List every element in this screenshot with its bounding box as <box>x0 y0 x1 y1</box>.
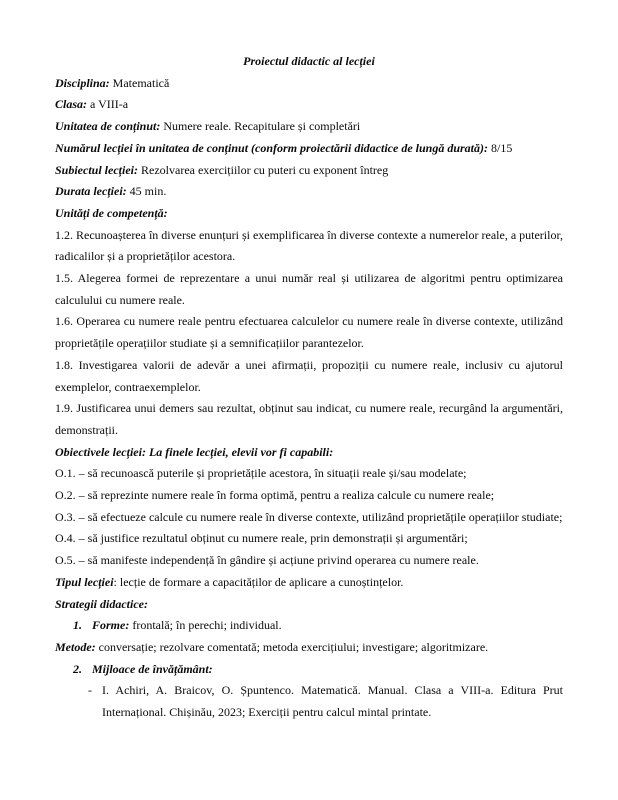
field-clasa <box>55 94 563 116</box>
list-number: 1. <box>73 618 82 633</box>
strategii-metode <box>55 637 563 659</box>
field-value: Rezolvarea exercițiilor cu puteri cu exponent întreg <box>141 162 389 177</box>
field-value: 45 min. <box>129 184 167 199</box>
field-subiectul <box>55 160 563 182</box>
bullet-marker: - <box>88 683 92 698</box>
field-durata <box>55 181 563 203</box>
field-value: 8/15 <box>491 140 513 155</box>
tipul-value: : lecție de formare a capacităților de aplicare a cunoștințelor. <box>113 574 404 589</box>
field-label: Disciplina: <box>55 75 110 90</box>
field-label: Unitatea de conținut: <box>55 119 161 134</box>
mijloace-bullet-item <box>55 680 563 723</box>
mijloace-label: Mijloace de învățământ: <box>92 661 213 676</box>
bullet-text: I. Achiri, A. Braicov, O. Șpuntenco. Matematică. Manual. Clasa a VIII-a. Editura Prut Internațional. Chișinău, 2023; Exerciții pentru calcul mintal printate. <box>102 683 563 720</box>
objective-item-o3: O.3. – să efectueze calcule cu numere reale în diverse contexte, utilizând proprietățile operațiilor studiate; <box>55 509 563 524</box>
obiective-heading: Obiectivele lecției: La finele lecției, elevii vor fi capabili: <box>55 444 334 459</box>
field-label: Durata lecției: <box>55 184 127 199</box>
strategii-mijloace <box>55 659 563 681</box>
field-label: Numărul lecției în unitatea de conținut (conform proiectării didactice de lungă durată): <box>55 140 489 155</box>
competence-item-1-5: 1.5. Alegerea formei de reprezentare a unui număr real și utilizarea de algoritmi pentru optimizarea calculului cu numere reale. <box>55 271 563 307</box>
field-value: Numere reale. Recapitulare și completări <box>163 119 361 134</box>
competence-item-1-9: 1.9. Justificarea unui demers sau rezultat, obținut sau indicat, cu numere reale, recurgând la argumentări, demonstrații. <box>55 401 563 437</box>
metode-value: conversație; rezolvare comentată; metoda exercițiului; investigare; algoritmizare. <box>98 639 489 654</box>
objective-item-o2: O.2. – să reprezinte numere reale în forma optimă, pentru a realiza calcule cu numere reale; <box>55 488 495 503</box>
objective-item-o5: O.5. – să manifeste independență în gândire și acțiune privind operarea cu numere reale. <box>55 553 479 568</box>
tipul-lectiei <box>55 572 563 594</box>
competente-heading: Unități de competență: <box>55 205 168 220</box>
strategii-heading: Strategii didactice: <box>55 596 148 611</box>
tipul-label: Tipul lecției <box>55 574 114 589</box>
metode-label: Metode: <box>55 639 96 654</box>
objective-item-o4: O.4. – să justifice rezultatul obținut cu numere reale, prin demonstrații și argumentări; <box>55 531 468 546</box>
field-numarul-lectiei <box>55 138 563 160</box>
competence-item-1-2: 1.2. Recunoașterea în diverse enunțuri și exemplificarea în diverse contexte a numerelor reale, a puterilor, radicalilor și a proprietăților acestora. <box>55 227 563 264</box>
objective-item-o1: O.1. – să recunoască puterile și proprietățile acestora, în situații reale și/sau modelate; <box>55 466 467 481</box>
forme-value: frontală; în perechi; individual. <box>132 618 282 633</box>
field-value: Matematică <box>112 75 170 90</box>
field-unitatea <box>55 116 563 138</box>
page-title: Proiectul didactic al lecției <box>243 54 375 68</box>
field-label: Clasa: <box>55 97 88 112</box>
list-number: 2. <box>73 661 82 676</box>
field-disciplina <box>55 73 563 95</box>
field-value: a VIII-a <box>90 97 129 112</box>
competence-item-1-8: 1.8. Investigarea valorii de adevăr a unei afirmații, propoziții cu numere reale, inclusiv cu ajutorul exemplelor, contraexemplelor. <box>55 357 563 394</box>
field-label: Subiectul lecției: <box>55 162 138 177</box>
forme-label: Forme: <box>92 618 130 633</box>
strategii-forme <box>55 615 563 637</box>
competence-item-1-6: 1.6. Operarea cu numere reale pentru efectuarea calculelor cu numere reale în diverse contexte, utilizând proprietățile operațiilor studiate și a semnificațiilor parantezelor. <box>55 314 563 351</box>
